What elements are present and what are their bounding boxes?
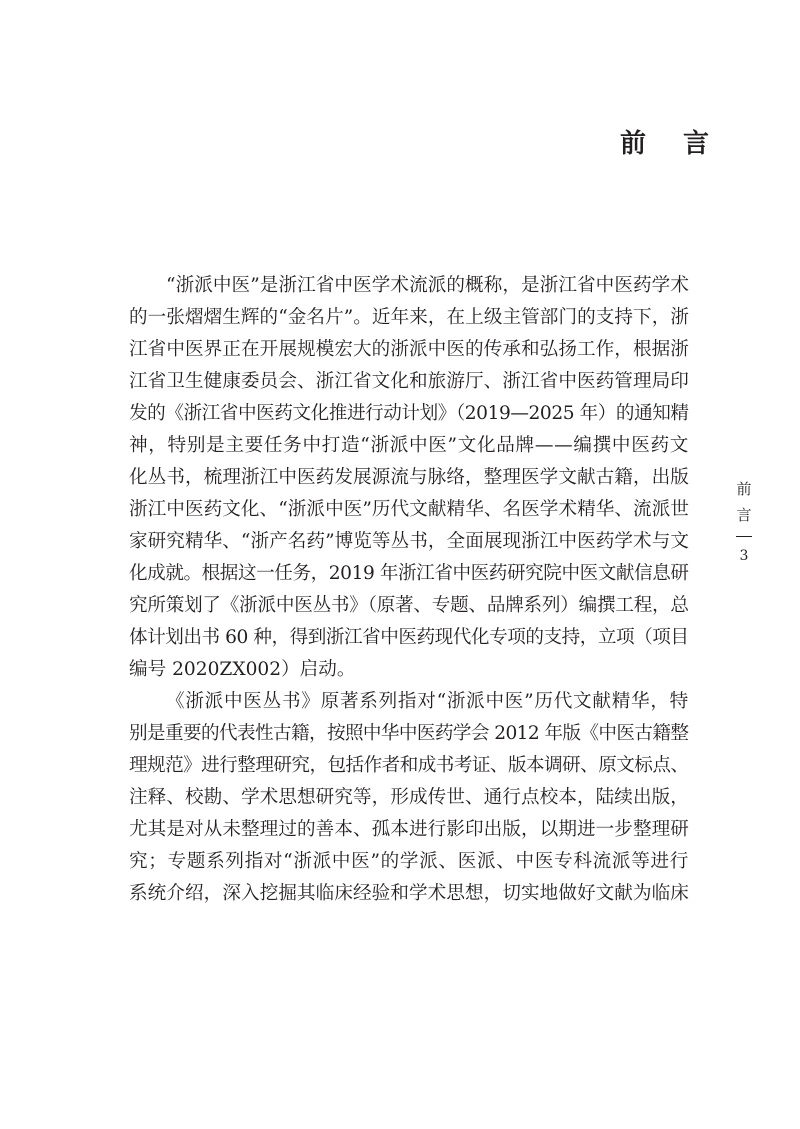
text-line [129, 622, 689, 654]
text-line-content: 神，特别是主要任务中打造“浙派中医”文化品牌——编撰中医药文 [129, 435, 690, 456]
running-header-char: 言 [736, 506, 752, 524]
text-line [129, 398, 689, 430]
text-line [129, 526, 689, 558]
running-header [733, 478, 755, 565]
text-line-content: 究所策划了《浙派中医丛书》（原著、专题、品牌系列）编撰工程，总 [129, 595, 689, 616]
text-line-content: 化丛书，梳理浙江中医药发展源流与脉络，整理医学文献古籍，出版 [129, 467, 689, 488]
text-line [129, 686, 689, 718]
text-line-content: 究；专题系列指对“浙派中医”的学派、医派、中医专科流派等进行 [129, 851, 690, 872]
text-line [129, 814, 689, 846]
text-line-content: 江省卫生健康委员会、浙江省文化和旅游厅、浙江省中医药管理局印 [129, 371, 689, 392]
running-header-char: 前 [736, 480, 752, 498]
text-line-content: 浙江中医药文化、“浙派中医”历代文献精华、名医学术精华、流派世 [129, 499, 689, 520]
text-line [129, 782, 689, 814]
text-line [129, 654, 689, 686]
text-line [129, 846, 689, 878]
text-line-content: “浙派中医”是浙江省中医学术流派的概称，是浙江省中医药学术 [166, 275, 689, 296]
text-line [129, 366, 689, 398]
page-title: 前 言 [620, 129, 724, 159]
text-line [129, 270, 689, 302]
text-line-content: 家研究精华、“浙产名药”博览等丛书，全面展现浙江中医药学术与文 [129, 531, 689, 552]
text-line [129, 750, 689, 782]
text-line-content: 化成就。根据这一任务，2019 年浙江省中医药研究院中医文献信息研 [129, 563, 689, 584]
text-line [129, 590, 689, 622]
text-line [129, 494, 689, 526]
text-line [129, 334, 689, 366]
text-line [129, 558, 689, 590]
text-line-content: 《浙派中医丛书》原著系列指对“浙派中医”历代文献精华，特 [166, 691, 690, 712]
text-line-content: 体计划出书 60 种，得到浙江省中医药现代化专项的支持，立项（项目 [129, 627, 689, 648]
text-line [129, 718, 689, 750]
text-line-content: 编号 2020ZX002）启动。 [129, 659, 356, 680]
text-line-content: 江省中医界正在开展规模宏大的浙派中医的传承和弘扬工作，根据浙 [129, 339, 689, 360]
text-line-content: 尤其是对从未整理过的善本、孤本进行影印出版，以期进一步整理研 [129, 819, 689, 840]
text-line [129, 430, 689, 462]
text-line [129, 302, 689, 334]
text-line [129, 878, 689, 910]
text-line-content: 别是重要的代表性古籍，按照中华中医药学会 2012 年版《中医古籍整 [129, 723, 689, 744]
text-line-content: 的一张熠熠生辉的“金名片”。近年来，在上级主管部门的支持下，浙 [129, 307, 689, 328]
body-text [129, 270, 689, 910]
text-line-content: 发的《浙江省中医药文化推进行动计划》（2019—2025 年）的通知精 [129, 403, 689, 424]
text-line-content: 系统介绍，深入挖掘其临床经验和学术思想，切实地做好文献为临床 [129, 883, 689, 904]
text-line [129, 462, 689, 494]
running-header-divider [736, 536, 752, 537]
text-line-content: 注释、校勘、学术思想研究等，形成传世、通行点校本，陆续出版， [129, 787, 689, 808]
page-number: 3 [739, 548, 749, 564]
text-line-content: 理规范》进行整理研究，包括作者和成书考证、版本调研、原文标点、 [129, 755, 689, 776]
